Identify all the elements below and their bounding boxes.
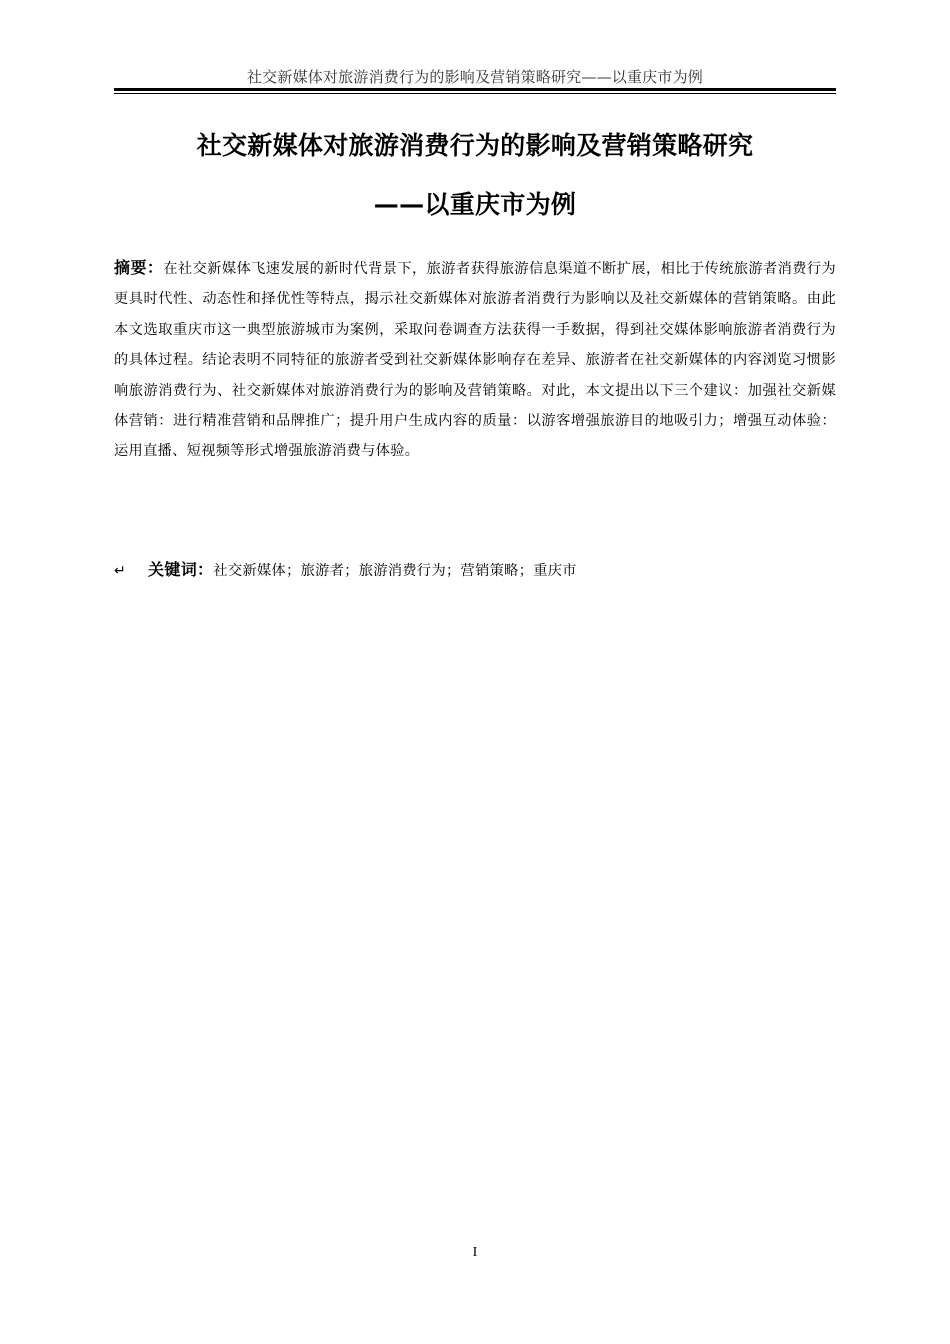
header-rule-secondary bbox=[114, 93, 836, 94]
header-rule bbox=[114, 88, 836, 91]
keywords-label: 关键词： bbox=[148, 560, 214, 579]
abstract-text: 在社交新媒体飞速发展的新时代背景下，旅游者获得旅游信息渠道不断扩展，相比于传统旅游者消费行为更具时代性、动态性和择优性等特点，揭示社交新媒体对旅游者消费行为影响以及社交新媒体的营销策略。由此本文选取重庆市这一典型旅游城市为案例，采取问卷调查方法获得一手数据，得到社交媒体影响旅游者消费行为的具体过程。结论表明不同特征的旅游者受到社交新媒体影响存在差异、旅游者在社交新媒体的内容浏览习惯影响旅游消费行为、社交新媒体对旅游消费行为的影响及营销策略。对此，本文提出以下三个建议：加强社交新媒体营销：进行精准营销和品牌推广；提升用户生成内容的质量：以游客增强旅游目的地吸引力；增强互动体验：运用直播、短视频等形式增强旅游消费与体验。 bbox=[114, 261, 836, 460]
keywords-text: 社交新媒体；旅游者；旅游消费行为；营销策略；重庆市 bbox=[213, 563, 577, 579]
page-number: I bbox=[472, 1245, 478, 1260]
paper-subtitle: ——以重庆市为例 bbox=[373, 190, 577, 219]
running-header: 社交新媒体对旅游消费行为的影响及营销策略研究——以重庆市为例 bbox=[246, 68, 703, 86]
abstract-label: 摘要： bbox=[114, 258, 164, 277]
abstract-paragraph bbox=[114, 253, 836, 467]
keywords-line bbox=[114, 557, 836, 584]
return-arrow-icon: ↵ bbox=[114, 563, 127, 579]
paper-title: 社交新媒体对旅游消费行为的影响及营销策略研究 bbox=[196, 131, 754, 160]
